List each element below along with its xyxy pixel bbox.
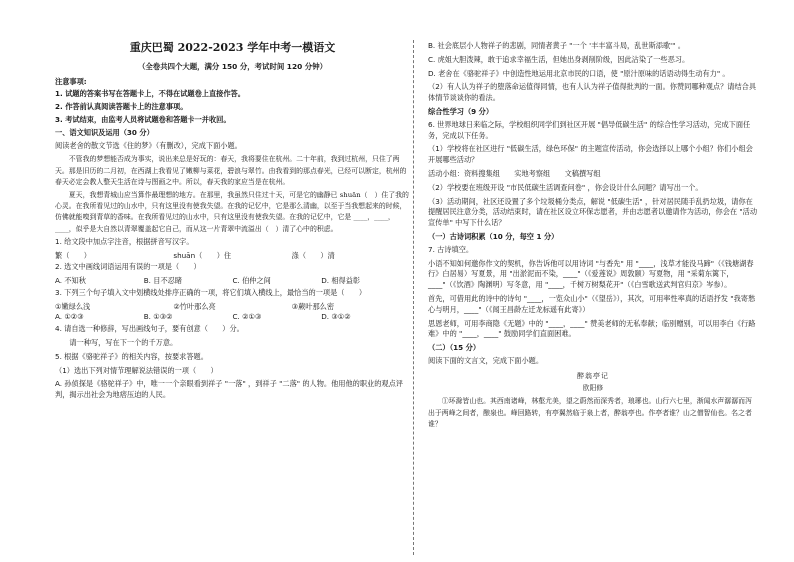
exam-title: 重庆巴蜀 2022-2023 学年中考一模语文 bbox=[129, 41, 336, 54]
question-6-sub: （1）学校将在社区进行 "低碳生活，绿色环保" 的主题宣传活动，你会选择以上哪个小组？你们小组会开展哪些活动？ bbox=[428, 144, 753, 165]
notice-item: 1. 试题的答案书写在答题卡上，不得在试题卷上直接作答。 bbox=[55, 89, 245, 99]
q5-option: B. 社会底层小人物祥子的悲剧，同情者黄子 "一个 '丰丰富斗局，乱世斯添歌'" 。 bbox=[428, 41, 685, 50]
notice-item: 3. 考试结束，由监考人员将试题卷和答题卡一并收回。 bbox=[55, 115, 231, 124]
question-5-sub: （1）选出下列对情节理解说法错误的一项（ ） bbox=[55, 365, 218, 375]
notice-heading: 注意事项: bbox=[55, 76, 87, 86]
left-column bbox=[55, 40, 410, 404]
right-column bbox=[428, 40, 758, 432]
question-2: 2. 选文中画线词语运用有误的一项是（ ） bbox=[55, 262, 201, 272]
q3-item: ①嫩绿么浅 bbox=[55, 301, 91, 311]
q3-option: A. ①②③ bbox=[55, 312, 84, 322]
passage-paragraph: 不管我的梦想能否成为事实，说出来总是好玩的：春天，我将要住在杭州。二十年前，我到过杭州，只住了两天。那是旧历的二月初，在西湖上我看见了嫩柳与菜花，碧浪与翠竹。由我看到的那点春光，已经可以断定，杭州的春天必定会教人整天生活在诗与图画之中。所以，春天我的家应当是在杭州。 bbox=[55, 155, 407, 186]
activity-groups: 活动小组：资料搜集组 实地考察组 文稿撰写组 bbox=[428, 168, 601, 178]
question-1: 1. 给文段中加点字注音，根据拼音写汉字。 bbox=[55, 236, 194, 246]
notice-item: 2. 作答前认真阅读答题卡上的注意事项。 bbox=[55, 102, 188, 112]
passage-paragraph: 夏天，我想青城山应当算作最理想的地方。在那里，我虽然只住过十天，可是它的幽静已 shuān（ ）住了我的心灵。在我所看见过的山水中，只有这里没有使我失望。在我的记忆中，它是那么清幽，以至于当我想起来的时候，仿佛就能嗅到青草的香味。在我所看见过的山水中，只有这里没有使我失望。在我的记忆中，它是 ____，____，____，似乎是大自然以青翠覆盖起它自己，而从这一片青翠中流溢出（ ）清了心中的积虑。 bbox=[55, 190, 409, 233]
q3-option: B. ①③② bbox=[143, 312, 173, 322]
q2-option: C. 伯仲之间 bbox=[232, 276, 271, 286]
question-5-option-a: A. 孙侦探是《骆驼祥子》中，唯一一个亲眼看到祥子 "一落" ，到祥子 "二落" 的人物。他用他的职业的观点评判，揭示出社会为地痞压迫的人民。 bbox=[55, 379, 403, 400]
question-4-sub: 请一种写，写在下一个的千万意。 bbox=[69, 338, 178, 348]
question-7-text: 首先，可借用此的诗中的诗句 "____，一览众山小"（《望岳》），其次，可用率性率真的话语抒发 "我寄愁心与明月，____"（《闻王昌龄左迁龙标遥有此寄》） bbox=[428, 293, 756, 314]
question-7: 7. 古诗填空。 bbox=[428, 244, 474, 254]
q3-item: ③蕨叶那么密 bbox=[291, 301, 335, 311]
question-1-items bbox=[55, 251, 410, 262]
q3-option: C. ②①③ bbox=[232, 312, 262, 322]
question-7-text: 小语不知如何邀你作文的契机，你告诉他可以用诗词 "与香先" 用 "____，浅草才能没马蹄"（《钱塘湖春行》白居易）写夏景，用 "出淤泥而不染，____"（《爱莲说》周敦颐）写夏物，用 "采菊东篱下，____"（《饮酒》陶渊明）写冬意，用 "____，千树万树梨花开"（《白雪歌送武判官归京》岑参）。 bbox=[428, 258, 754, 290]
question-3: 3. 下列三个句子填入文中划横线处排序正确的一项，将它们填入横线上，最恰当的一项是（ ） bbox=[55, 287, 367, 297]
section-heading: （二）（15 分） bbox=[428, 343, 481, 353]
q1-item: 涤（ ）清 bbox=[291, 250, 335, 260]
q5-option: D. 老舍在《骆驼祥子》中创造性地运用北京市民的口语，使 "原汁原味的话语动得生动有力" 。 bbox=[428, 68, 730, 78]
classical-author: 欧阳修 bbox=[582, 384, 604, 393]
q2-option: A. 不知秋 bbox=[55, 276, 86, 286]
q1-item: 繁（ ） bbox=[55, 250, 91, 260]
q3-option: D. ③①② bbox=[321, 312, 351, 322]
question-6-sub: （2）学校要在班级开设 "市民低碳生活调查问卷" ，你会设计什么问题？请写出一个。 bbox=[428, 182, 703, 192]
section-heading: 综合性学习（9 分） bbox=[428, 106, 494, 116]
question-7-text: 思恩老师，可用李商隐《无题》中的 "____，____" 赞美老师的无私奉献；临别赠别，可以用李白《行路难》中的 "____，____" 鼓励同学们直面困难。 bbox=[428, 318, 756, 339]
classical-title: 醉翁亭记 bbox=[577, 371, 609, 380]
question-4: 4. 请自选一种修辞，写出画线句子，要有创意（ ）分。 bbox=[55, 324, 244, 334]
question-3-items bbox=[55, 302, 410, 313]
q1-item: shuān（ ）住 bbox=[173, 250, 232, 260]
section-heading: （一）古诗词积累（10 分，每空 1 分） bbox=[428, 231, 559, 241]
q3-item: ②竹叶那么亮 bbox=[173, 301, 216, 311]
column-divider bbox=[413, 40, 414, 555]
question-6: 6. 世界地球日来临之际，学校组织同学们到社区开展 "倡导低碳生活" 的综合性学习活动，完成下面任务，完成以下任务。 bbox=[428, 119, 751, 140]
q2-option: B. 目不忍睹 bbox=[143, 276, 183, 286]
exam-subtitle: （全卷共四个大题，满分 150 分，考试时间 120 分钟） bbox=[138, 61, 327, 71]
classical-intro: 阅读下面的文言文，完成下面小题。 bbox=[428, 355, 544, 365]
reading-intro: 阅读老舍的散文节选《住的梦》（有删改），完成下面小题。 bbox=[55, 140, 242, 150]
section-heading: 一、语文知识及运用（30 分） bbox=[55, 127, 154, 137]
question-6-sub: （3）活动期间，社区还设置了多个垃圾桶分类点，解说 "低碳生活" ，针对居民随手乱扔垃圾，请你在提醒居民注意分类，活动结束时，请在社区设立环保志愿者，并由志愿者以邀请作为活动，你会在 "活动宣传单" 中写下什么话？ bbox=[428, 196, 758, 228]
question-3-options bbox=[55, 312, 410, 323]
q2-option: D. 相得益彰 bbox=[321, 276, 361, 286]
q5-sub-2: （2）有人认为祥子的堕落命运值得同情，也有人认为祥子值得批判的一面。你赞同哪种观点？请结合具体情节谈谈你的看法。 bbox=[428, 82, 757, 103]
question-2-options bbox=[55, 276, 410, 287]
classical-text: ①环滁皆山也。其西南诸峰，林壑尤美，望之蔚然而深秀者，琅琊也。山行六七里，渐闻水声潺潺而泻出于两峰之间者，酿泉也。峰回路转，有亭翼然临于泉上者，醉翁亭也。作亭者谁？山之僧智仙也。名之者谁？ bbox=[428, 397, 752, 428]
question-5: 5. 根据《骆驼祥子》的相关内容，按要求答题。 bbox=[55, 351, 208, 361]
q5-option: C. 虎姐大胆泼辣，敢于追求幸福生活，但她出身剥削阶级，因此沾染了一些恶习。 bbox=[428, 54, 690, 64]
